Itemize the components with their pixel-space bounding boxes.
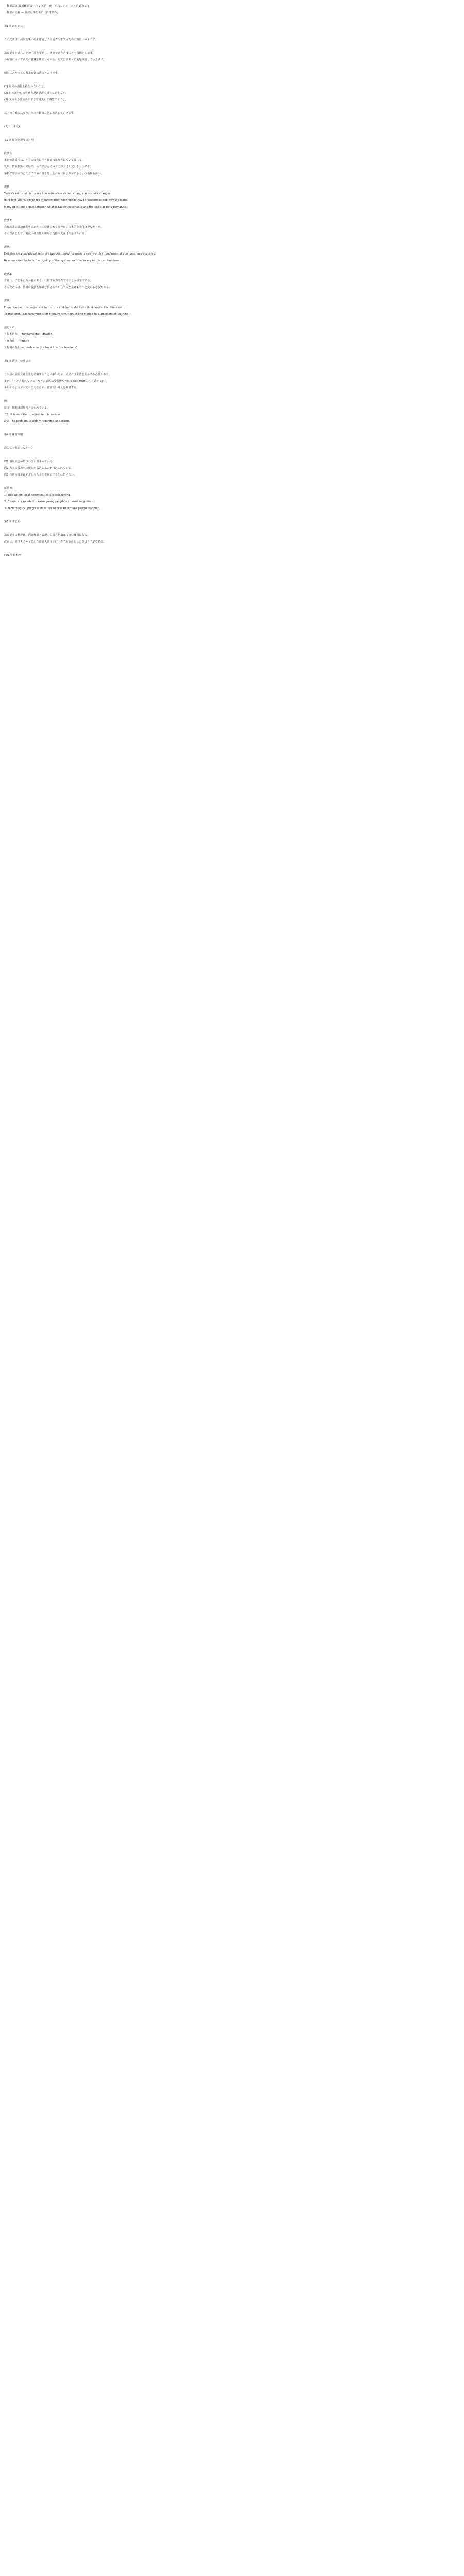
text-line: 次の文を英訳しなさい。 [4, 447, 34, 450]
text-line: 本日の論説では、社会の変化に伴う教育の在り方について論じる。 [4, 159, 85, 162]
text-line: その理由として、制度の硬直性や現場の負担の大きさが挙げられる。 [4, 232, 88, 235]
text-line [4, 177, 464, 184]
text-line: Reasons cited include the rigidity of the system and the heavy burden on teachers. [4, 259, 121, 262]
text-line: 段落1: [4, 152, 12, 155]
text-line: 翻訳にあたっての基本方針は次のとおりです。 [4, 72, 60, 75]
text-line [4, 77, 464, 83]
text-line [4, 318, 464, 325]
text-line: Debates on educational reform have continued for many years, yet few fundamental changes have occurred. [4, 252, 156, 256]
text-line: To that end, teachers must shift from transmitters of knowledge to supporters of learning. [4, 313, 130, 316]
text-line [4, 351, 464, 358]
text-line: (1) 原文の趣旨を損なわないこと。 [4, 85, 47, 88]
text-line: (3) 文の長さは読みやすさを優先して調整すること。 [4, 98, 68, 101]
text-line [4, 546, 464, 552]
text-line: 学校で学ぶ内容と社会で求められる能力との間に隔たりがあるという指摘も多い。 [4, 172, 104, 175]
text-line: 訳例: [4, 246, 11, 249]
text-line [4, 526, 464, 532]
text-line: ・抜本的な ― fundamental / drastic [4, 333, 52, 336]
text-line [4, 30, 464, 37]
text-line: 改善 The problem is widely regarded as serious. [4, 420, 71, 423]
text-line [4, 211, 464, 217]
text-line: 以上の方針に基づき、本文を段落ごとに英訳していきます。 [4, 112, 76, 115]
text-line: ・現場の負担 ― burden on the front line (on teachers) [4, 346, 78, 349]
text-line: 第3章 訳出上の注意点 [4, 360, 31, 363]
text-line: 「翻訳の実践 ― 論説記事を英語に訳す試み」 [4, 11, 60, 14]
text-line: 原文「問題は深刻だと言われている。」 [4, 406, 52, 410]
text-line: 3. Technological progress does not necessarily make people happier. [4, 507, 100, 510]
text-line: 各段落について原文の意味を確認しながら、訳文の語順・語彙を検討していきます。 [4, 58, 106, 61]
text-line: 次回は、経済をテーマにした論説を取り上げ、専門用語の訳し方を扱う予定である。 [4, 540, 106, 544]
text-line: 論説記事の翻訳は、内容理解と表現力の両方を鍛える良い練習になる。 [4, 534, 90, 537]
text-line [4, 512, 464, 519]
text-line: 第1章 はじめに [4, 25, 23, 28]
text-line: In recent years, advances in information technology have transformed the way we learn. [4, 199, 128, 202]
text-line: 2. Efforts are needed to raise young people's interest in politics. [4, 500, 94, 503]
text-line: 問1 地域社会の結びつきが弱まっている。 [4, 460, 55, 463]
text-line: Many point out a gap between what is taught in schools and the skills society demands. [4, 206, 127, 209]
text-line: 訳例: [4, 185, 11, 189]
text-line [4, 365, 464, 371]
text-line: 教育改革の議論は長年にわたって続けられてきたが、抜本的な変化は少なかった。 [4, 226, 104, 229]
text-line: 「翻訳記事(論説翻訳)から学ぶ英語」から始めるシリーズ・第1回(草案) [4, 5, 91, 8]
text-line [4, 392, 464, 398]
text-line: 論説記事を読み、その主張を要約し、英語で書き直すことを目標とします。 [4, 52, 95, 55]
text-line: ・硬直性 ― rigidity [4, 340, 29, 343]
text-line: 段落3: [4, 273, 12, 276]
text-line: 訳例: [4, 299, 11, 302]
text-line: 解答例: [4, 487, 13, 490]
text-line [4, 104, 464, 110]
text-line [4, 291, 464, 298]
text-line: 語句メモ: [4, 326, 16, 329]
text-line: 多用すると文章が冗長になるため、適宜言い換えを検討する。 [4, 386, 79, 389]
text-line [4, 16, 464, 23]
text-line: 例: [4, 400, 8, 403]
text-line [4, 43, 464, 50]
text-line [4, 63, 464, 70]
text-line [4, 130, 464, 137]
text-line [4, 479, 464, 485]
text-line: (2) 日本語特有の省略表現は英語で補って訳すこと。 [4, 92, 68, 95]
text-line: 第2章 原文と訳文の対照 [4, 139, 34, 142]
text-line [4, 452, 464, 459]
text-line: 問3 技術の進歩は必ずしも人々を幸せにするとは限らない。 [4, 473, 77, 477]
text-line: 問2 若者の政治への関心を高める工夫が求められている。 [4, 467, 74, 470]
text-line: 直訳 It is said that the problem is serious. [4, 413, 62, 416]
text-line: また、「〜と言われている」などの表現は受動態や "It is said that ..." で訳せるが、 [4, 380, 107, 383]
text-line: Today's editorial discusses how education should change as society changes. [4, 192, 112, 195]
text-line [4, 144, 464, 150]
text-line: 1. Ties within local communities are weakening. [4, 494, 71, 497]
text-line: 第5章 まとめ [4, 520, 21, 523]
text-line [4, 438, 464, 445]
text-line [4, 425, 464, 432]
text-line: 日本語の論説文は主語を省略することが多いため、英訳では主語を明示する必要がある。 [4, 373, 111, 376]
text-line: 近年、情報技術の発展によって学び方そのものが大きく変わりつつある。 [4, 165, 93, 168]
text-line: 第4章 練習問題 [4, 433, 23, 436]
text-line: そのためには、教師の役割も知識を伝える者から学びを支える者へと変わる必要がある。 [4, 286, 112, 289]
text-line: この文書は、論説記事の英訳を通じて英語表現を学ぶための練習ノートです。 [4, 38, 98, 41]
text-line: From now on, it is important to nurture children's ability to think and act on their own. [4, 306, 125, 309]
text-line [4, 238, 464, 244]
text-line [4, 117, 464, 124]
text-line: 段落2: [4, 219, 12, 222]
text-line [4, 264, 464, 271]
text-line: (第1回 終わり) [4, 554, 23, 557]
text-line: 今後は、子どもたちが自ら考え、行動する力を育てることが重要である。 [4, 279, 93, 282]
text-line: (以下、本文) [4, 125, 20, 128]
